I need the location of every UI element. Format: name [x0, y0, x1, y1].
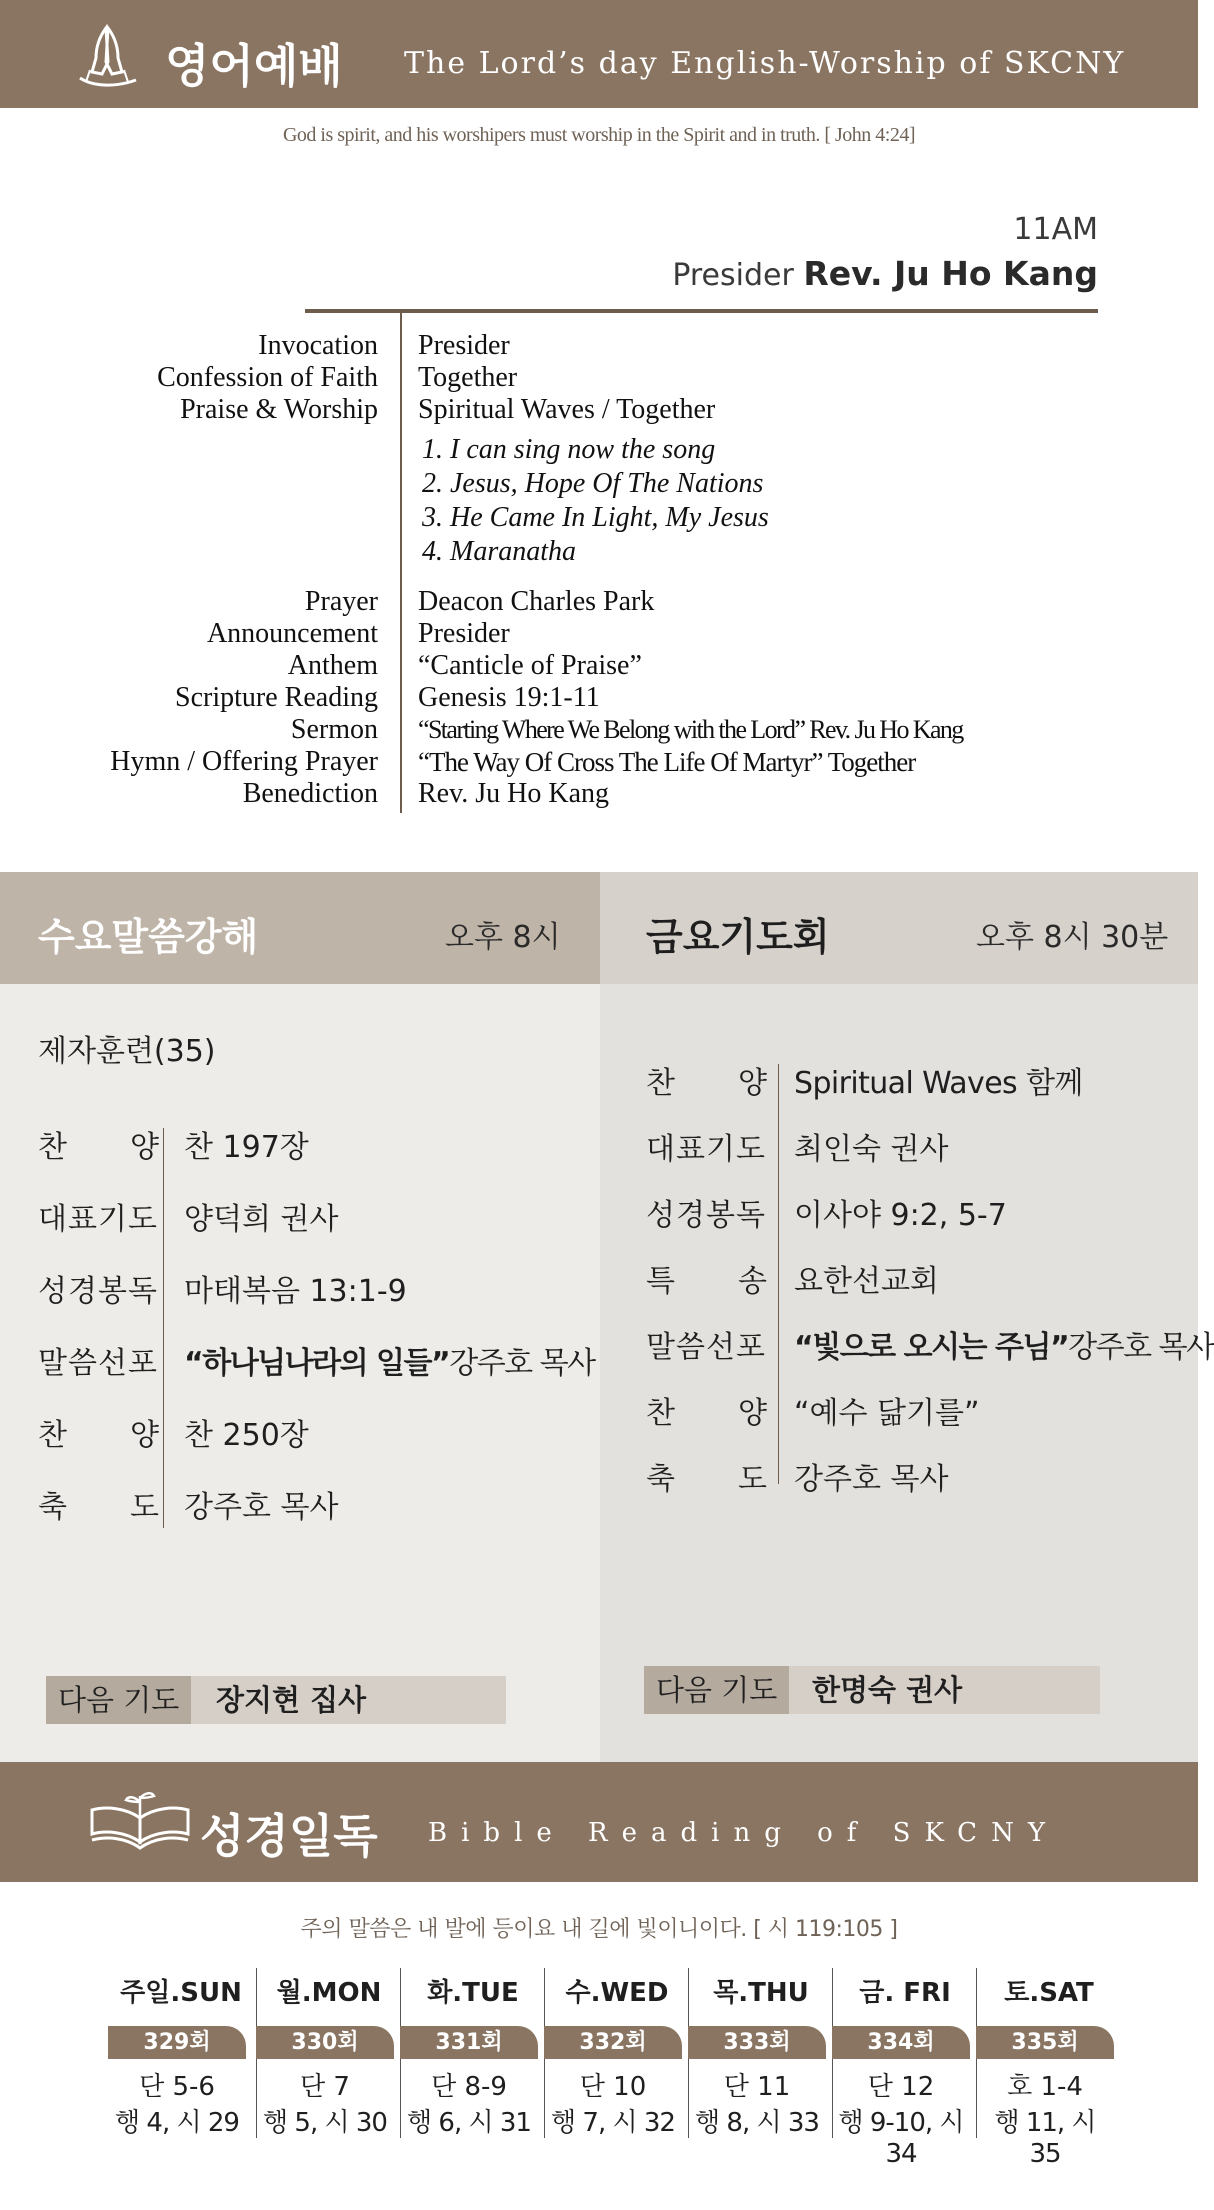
wednesday-panel: [0, 872, 600, 1762]
wednesday-time: 오후 8시: [445, 920, 561, 955]
order-row: Anthem: [287, 650, 378, 681]
wednesday-item: 말씀선포 “하나님나라의 일들”강주호 목사: [38, 1346, 595, 1381]
wednesday-item: 찬 양 찬 197장: [38, 1130, 309, 1165]
day-column-sat: 토.SAT 335회 호 1-4 행 11, 시 35: [976, 1962, 1122, 2140]
day-badge: 330회: [256, 2026, 394, 2059]
friday-item: 찬 양 “예수 닮기를”: [646, 1396, 980, 1431]
day-column-thu: 목.THU 333회 단 11 행 8, 시 33: [688, 1962, 834, 2140]
wednesday-header: [0, 872, 600, 984]
wednesday-item: 찬 양 찬 250장: [38, 1418, 309, 1453]
open-bible-icon: [86, 1790, 194, 1860]
wednesday-item: 대표기도 양덕희 권사: [38, 1202, 339, 1237]
friday-header: [600, 872, 1198, 984]
day-badge: 329회: [108, 2026, 246, 2059]
bible-reading-band: [0, 1762, 1198, 1882]
friday-item: 말씀선포 “빛으로 오시는 주님”강주호 목사: [646, 1330, 1214, 1365]
friday-title: 금요기도회: [646, 915, 830, 959]
day-column-wed: 수.WED 332회 단 10 행 7, 시 32: [544, 1962, 690, 2140]
order-row: Scripture Reading: [175, 682, 378, 713]
order-row: Invocation: [258, 330, 378, 361]
day-column-fri: 금. FRI 334회 단 12 행 9-10, 시 34: [832, 1962, 978, 2140]
order-row: Praise & Worship: [180, 394, 378, 425]
friday-item: 대표기도 최인숙 권사: [646, 1132, 949, 1167]
day-badge: 332회: [544, 2026, 682, 2059]
day-badge: 331회: [400, 2026, 538, 2059]
verse-bottom: 주의 말씀은 내 발에 등이요 내 길에 빛이니이다. [ 시 119:105 ]: [300, 1917, 898, 1942]
day-column-sun: 주일.SUN 329회 단 5-6 행 4, 시 29: [108, 1962, 254, 2140]
day-badge: 334회: [832, 2026, 970, 2059]
order-row: Sermon: [290, 714, 378, 745]
friday-next-prayer: [644, 1666, 1100, 1714]
header-korean-title: 영어예배: [165, 39, 343, 93]
next-prayer-name: 장지현 집사: [216, 1683, 367, 1717]
next-prayer-label: 다음 기도: [46, 1676, 191, 1724]
wednesday-divider-lower: [163, 1428, 164, 1528]
wednesday-subtitle: 제자훈련(35): [38, 1034, 216, 1069]
day-badge: 335회: [976, 2026, 1114, 2059]
order-row: Benediction: [242, 778, 378, 809]
friday-item: 성경봉독 이사야 9:2, 5-7: [646, 1198, 1007, 1233]
friday-time: 오후 8시 30분: [976, 920, 1169, 955]
day-column-mon: 월.MON 330회 단 7 행 5, 시 30: [256, 1962, 402, 2140]
presider-name: Rev. Ju Ho Kang: [803, 254, 1098, 293]
next-prayer-name: 한명숙 권사: [812, 1673, 963, 1707]
bible-english-title: Bible Reading of SKCNY: [428, 1818, 1059, 1848]
friday-item: 찬 양 Spiritual Waves 함께: [646, 1066, 1083, 1101]
order-row: Hymn / Offering Prayer: [110, 746, 378, 777]
bible-korean-title: 성경일독: [200, 1809, 378, 1863]
order-row: Confession of Faith: [157, 362, 378, 393]
service-time: 11AM: [1013, 212, 1098, 247]
wednesday-title: 수요말씀강해: [38, 915, 259, 959]
day-column-tue: 화.TUE 331회 단 8-9 행 6, 시 31: [400, 1962, 546, 2140]
header-english-title: The Lord’s day English-Worship of SKCNY: [404, 46, 1126, 81]
next-prayer-label: 다음 기도: [644, 1666, 789, 1714]
verse-top: God is spirit, and his worshipers must worship in the Spirit and in truth. [ John 4:24]: [282, 124, 916, 146]
friday-panel: [600, 872, 1214, 1762]
presider-label: Presider: [672, 258, 794, 293]
order-row: Prayer: [304, 586, 378, 617]
wednesday-item: 축 도 강주호 목사: [38, 1490, 339, 1525]
friday-item: 특 송 요한선교회: [646, 1264, 939, 1299]
order-of-service: Invocation Presider Confession of Faith Together Praise & Worship Spiritual Waves / Together 1. I can sing now the song 2. Jesus, Hope Of The Nations 3. He Came In Light, My Jesus 4. Maranatha Prayer Deacon Charles Park Announcement Presider Anthem “Canticle of Praise” Scripture Reading Genesis 19:1-11 Sermon “Starting Where We Belong with the Lord” Rev. Ju Ho Kang Hymn / Offering Prayer “The Way Of Cross The Life Of Martyr” Together Benediction Rev. Ju Ho Kang: [0, 0, 1198, 860]
friday-item: 축 도 강주호 목사: [646, 1462, 949, 1497]
order-row: Announcement: [206, 618, 378, 649]
wednesday-item: 성경봉독 마태복음 13:1-9: [38, 1274, 407, 1309]
day-badge: 333회: [688, 2026, 826, 2059]
wednesday-next-prayer: [46, 1676, 506, 1724]
